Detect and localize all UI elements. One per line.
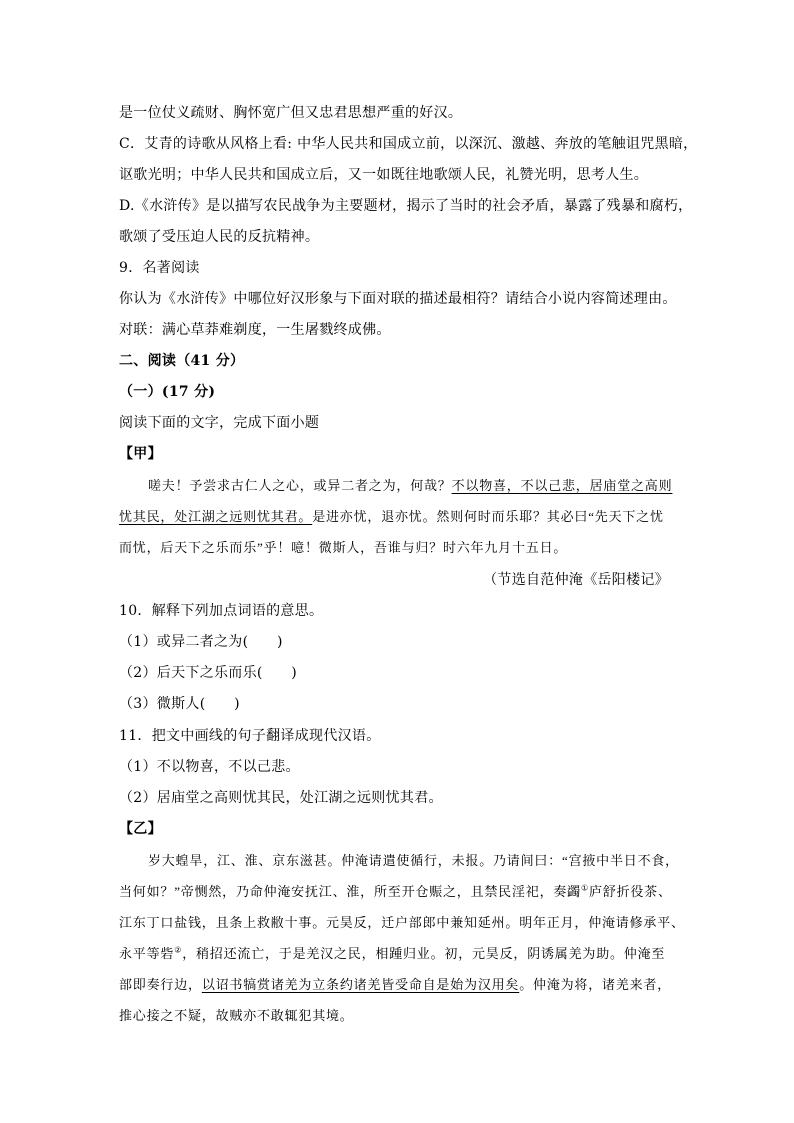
section-2-heading: 二、阅读（41 分）	[119, 353, 245, 369]
passage-jia-line-2-text: 是进亦忧，退亦忧。然则何时而乐耶？其必曰“先天下之忧	[312, 509, 664, 524]
question-10-item-3: （3）微斯人( )	[119, 696, 240, 712]
passage-yi-line-3: 江东丁口盐钱，且条上救敝十事。元昊反，迁户部郎中兼知延州。明年正月，仲淹请修承平、	[119, 915, 685, 930]
question-11-item-1: （1）不以物喜，不以己悲。	[119, 759, 300, 775]
passage-yi-line-2-text-b: 庐舒折役茶、	[588, 884, 672, 899]
passage-jia-line-2	[119, 507, 664, 527]
passage-yi-label: 【乙】	[119, 821, 162, 837]
passage-jia-line-1-text: 嗟夫！予尝求古仁人之心，或异二者之为，何哉？	[148, 478, 452, 493]
passage-jia-source: （节选自范仲淹《岳阳楼记》	[483, 572, 669, 588]
option-c-line-2: 讴歌光明；中华人民共和国成立后，又一如既往地歌颂人民，礼赞光明，思考人生。	[119, 167, 649, 183]
question-11-title: 11．把文中画线的句子翻译成现代汉语。	[119, 728, 381, 744]
passage-yi-line-4	[119, 944, 665, 964]
passage-jia-underlined-sentence-1: 不以物喜，不以己悲，居庙堂之高则	[451, 478, 673, 493]
question-9-prompt: 你认为《水浒传》中哪位好汉形象与下面对联的描述最相符？请结合小说内容简述理由。	[119, 291, 677, 307]
passage-yi-line-2-text-a: 当何如？”帝恻然，乃命仲淹安抚江、淮，所至开仓赈之，且禁民淫祀，奏蠲	[119, 884, 581, 899]
passage-yi-line-5-text-b: 。仲淹为将，诸羌来者，	[519, 977, 672, 992]
question-9-couplet: 对联：满心草莽难剃度，一生屠戮终成佛。	[119, 322, 391, 338]
passage-yi-line-1: 岁大蝗旱，江、淮、京东滋甚。仲淹请遣使循行，未报。乃请间曰：“宫掖中半日不食，	[148, 853, 679, 868]
passage-yi-underlined-sentence: 以诏书犒赏诸羌为立条约诸羌皆受命自是始为汉用矣	[201, 977, 520, 992]
question-10-title: 10．解释下列加点词语的意思。	[119, 603, 324, 619]
option-d-line-2: 歌颂了受压迫人民的反抗精神。	[119, 229, 320, 245]
passage-yi-line-5-text-a: 部即奏行边，	[119, 977, 202, 992]
passage-jia-line-3: 而忧，后天下之乐而乐”乎！噫！微斯人，吾谁与归？时六年九月十五日。	[119, 540, 568, 555]
option-b-tail: 是一位仗义疏财、胸怀宽广但又忠君思想严重的好汉。	[119, 105, 463, 121]
option-d-line-1: D.《水浒传》是以描写农民战争为主要题材，揭示了当时的社会矛盾，暴露了残暴和腐朽，	[119, 198, 693, 214]
passage-jia-label: 【甲】	[119, 446, 162, 462]
passage-jia-underlined-sentence-2: 忧其民，处江湖之远则忧其君。	[119, 509, 313, 524]
question-11-item-2: （2）居庙堂之高则忧其民，处江湖之远则忧其君。	[119, 790, 443, 806]
passage-yi-line-5	[119, 975, 671, 995]
option-c-line-1: C．艾青的诗歌从风格上看: 中华人民共和国成立前，以深沉、激越、奔放的笔触诅咒黑暗，	[119, 136, 698, 152]
passage-yi-line-4-text-b: ，稍招还流亡，于是羌汉之民，相踵归业。初，元昊反，阴诱属羌为助。仲淹至	[182, 946, 666, 961]
question-10-item-2: （2）后天下之乐而乐( )	[119, 665, 298, 681]
passage-yi-line-2	[119, 882, 672, 902]
passage-jia-line-1	[148, 476, 672, 496]
passage-yi-line-6: 推心接之不疑，故贼亦不敢辄犯其境。	[119, 1008, 354, 1023]
footnote-marker-2: ②	[174, 945, 183, 955]
part-1-heading: （一）(17 分)	[119, 384, 216, 400]
reading-instruction: 阅读下面的文字，完成下面小题	[119, 415, 320, 431]
passage-yi-line-4-text-a: 永平等砦	[119, 946, 175, 961]
footnote-marker-1: ①	[580, 883, 589, 893]
question-9-title: 9．名著阅读	[119, 260, 200, 276]
question-10-item-1: （1）或异二者之为( )	[119, 634, 283, 650]
